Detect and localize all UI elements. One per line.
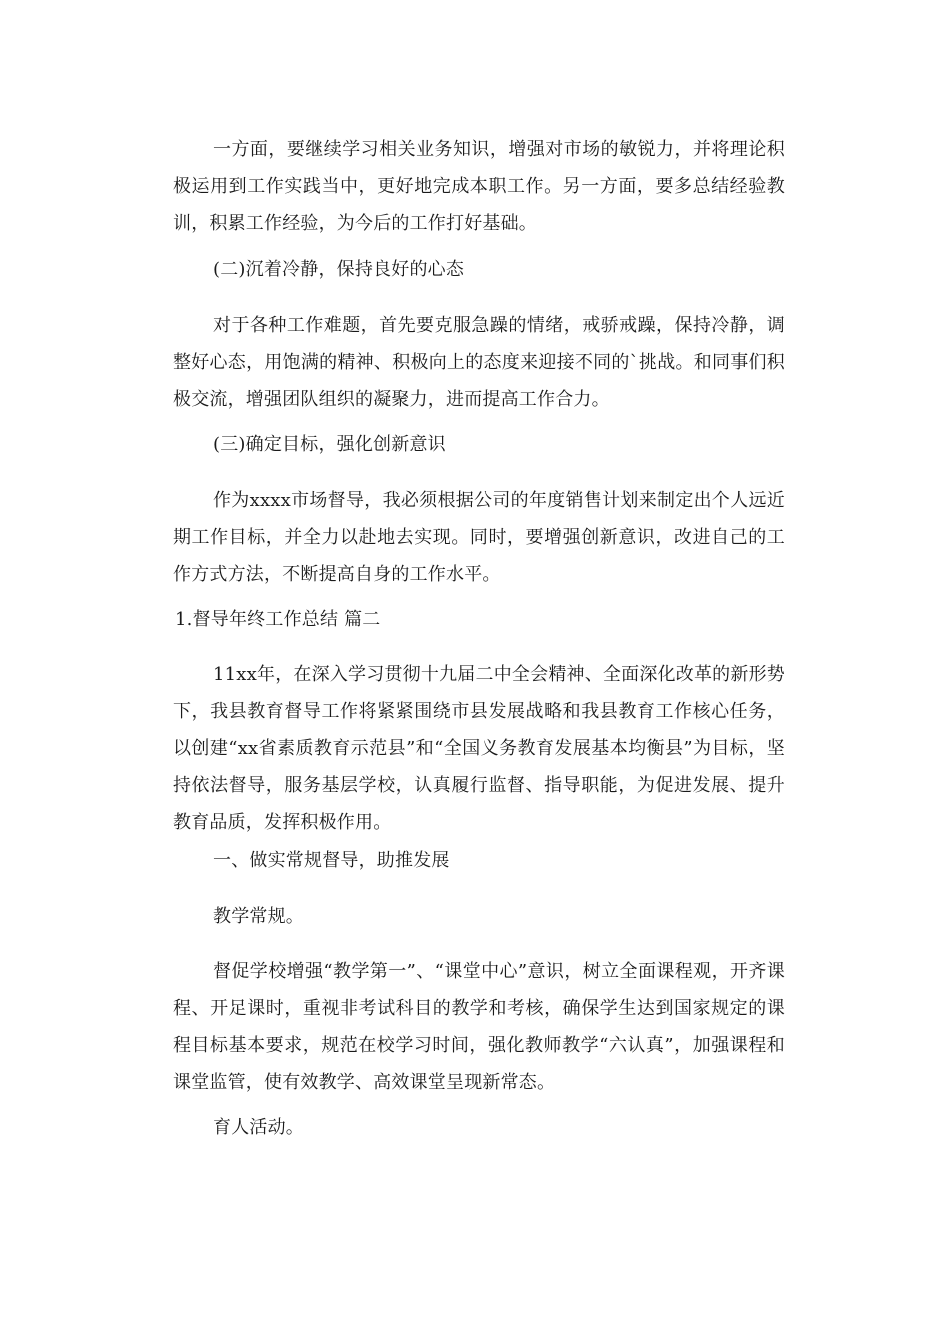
paragraph-education-supervision: 11xx年，在深入学习贯彻十九届二中全会精神、全面深化改革的新形势下，我县教育督导工作将紧紧围绕市县发展战略和我县教育工作核心任务，以创建“xx省素质教育示范县”和“全国义务教育发展基本均衡县”为目标，坚持依法督导，服务基层学校，认真履行监督、指导职能，为促进发展、提升教育品质，发挥积极作用。 <box>173 664 785 833</box>
section-heading-routine-supervision: 一、做实常规督导，助推发展 <box>213 850 450 871</box>
part-two-title: 1.督导年终工作总结 篇二 <box>175 609 381 630</box>
paragraph-theory-practice: 一方面，要继续学习相关业务知识，增强对市场的敏锐力，并将理论积极运用到工作实践当中，更好地完成本职工作。另一方面，要多总结经验教训，积累工作经验，为今后的工作打好基础。 <box>173 139 785 234</box>
paragraph-market-supervisor: 作为xxxx市场督导，我必须根据公司的年度销售计划来制定出个人远近期工作目标，并全力以赴地去实现。同时，要增强创新意识，改进自己的工作方式方法，不断提高自身的工作水平。 <box>173 490 785 585</box>
section-heading-calm: (二)沉着冷静，保持良好的心态 <box>213 259 465 280</box>
subheading-education-activities: 育人活动。 <box>213 1117 304 1138</box>
section-heading-goals: (三)确定目标，强化创新意识 <box>213 434 446 455</box>
paragraph-work-problems: 对于各种工作难题，首先要克服急躁的情绪，戒骄戒躁，保持冷静，调整好心态，用饱满的精神、积极向上的态度来迎接不同的`挑战。和同事们积极交流，增强团队组织的凝聚力，进而提高工作合力。 <box>173 315 785 410</box>
subheading-teaching-routine: 教学常规。 <box>213 906 304 927</box>
paragraph-teaching-routine: 督促学校增强“教学第一”、“课堂中心”意识，树立全面课程观，开齐课程、开足课时，重视非考试科目的教学和考核，确保学生达到国家规定的课程目标基本要求，规范在校学习时间，强化教师教学“六认真”，加强课程和课堂监管，使有效教学、高效课堂呈现新常态。 <box>173 961 785 1093</box>
